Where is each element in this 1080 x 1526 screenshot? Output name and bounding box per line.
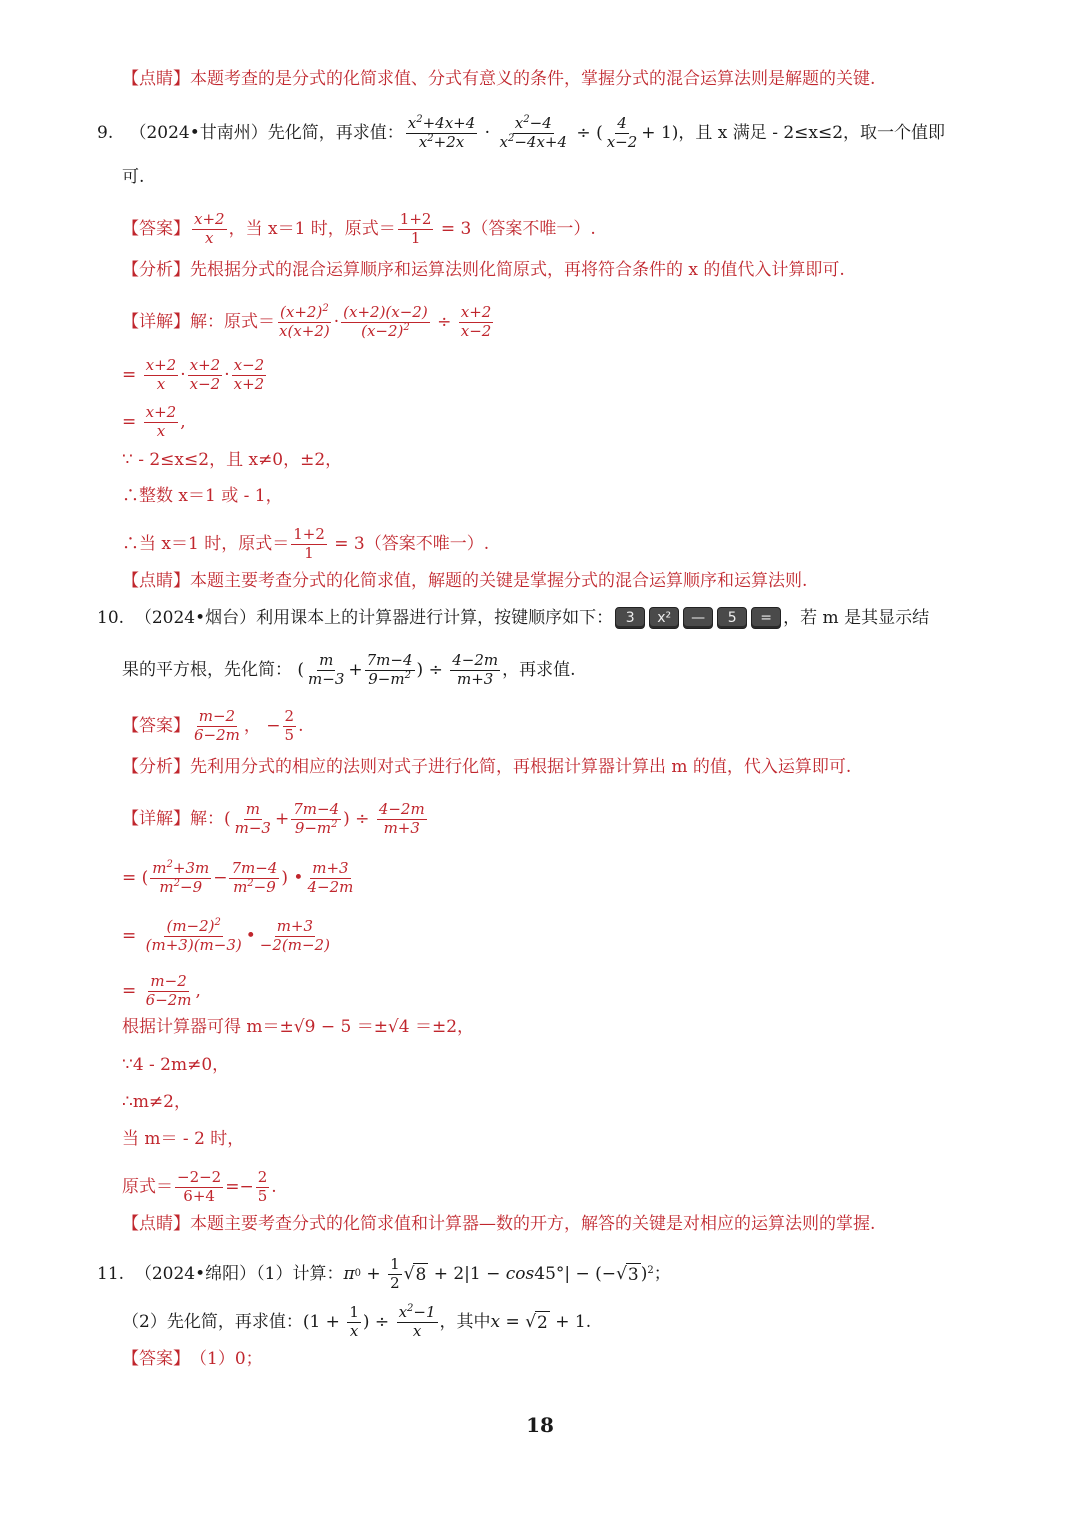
q10-detail-2: = ( $\frac{m^2+3m}{m^2-9}$ − $\frac{7m-4}{m^2-9}$ ) • $\frac{m+3}{4-2m}$ bbox=[122, 859, 354, 896]
q10-detail-8 bbox=[122, 1128, 244, 1150]
comment-tag: 【点睛】 bbox=[122, 1214, 190, 1234]
q10-answer: 【答案】 $\frac{m-2}{6-2m}$ ， − $\frac{2}{5}$ . bbox=[122, 707, 304, 744]
q9-statement: 9. （2024•甘南州）先化简，再求值： $\frac{x^2+4x+4}{x^2+2x}$ · $\frac{x^2-4}{x^2-4x+4}$ ÷ ( $\frac{4}{x-2}$ + 1) ，且 x 满足 - 2≤x≤2，取一个值即 bbox=[97, 114, 946, 151]
question-text: ，再求值. bbox=[502, 660, 576, 681]
q9-detail-1: 【详解】 解：原式＝ $\frac{(x+2)^2}{x(x+2)}$ · $\frac{(x+2)(x-2)}{(x-2)^2}$ ÷ $\frac{x+2}{x-2}$ bbox=[122, 303, 492, 340]
detail-text: ∵4 - 2m≠0， bbox=[122, 1055, 230, 1075]
formula: $\frac{1+2}{1}$ bbox=[399, 210, 432, 247]
formula: $\frac{4-2m}{m+3}$ bbox=[378, 800, 425, 837]
q10-detail-5 bbox=[122, 1016, 474, 1038]
answer-tag: 【答案】 bbox=[122, 219, 190, 240]
question-text: （2024•烟台）利用课本上的计算器进行计算，按键顺序如下： bbox=[134, 608, 614, 628]
formula: $\frac{-2-2}{6+4}$ bbox=[177, 1168, 222, 1205]
calculator-key-square: x² bbox=[649, 607, 679, 629]
q11-statement: 11. （2024•绵阳）（1）计算： π 0 + $\frac{1}{2}$ √ 8 + 2|1 − cos 45°| − (− √ 3 )$^2$； bbox=[97, 1255, 671, 1292]
page-number: 18 bbox=[526, 1413, 554, 1437]
detail-tag: 【详解】 bbox=[122, 312, 190, 333]
question-text: ，其中 bbox=[439, 1312, 491, 1333]
q9-statement-cont bbox=[122, 166, 144, 188]
formula: $\frac{2}{5}$ bbox=[284, 707, 295, 744]
question-text: ，若 m 是其显示结 bbox=[783, 608, 930, 628]
question-text: （2024•甘南州）先化简，再求值： bbox=[129, 123, 404, 144]
formula: $\frac{x+2}{x}$ bbox=[145, 356, 177, 393]
formula: $\frac{4}{x-2}$ bbox=[606, 114, 638, 151]
sqrt-symbol: √ 3 bbox=[616, 1263, 639, 1285]
formula: $\frac{7m-4}{m^2-9}$ bbox=[231, 859, 278, 896]
analysis-tag: 【分析】 bbox=[122, 757, 190, 777]
comment-tag: 【点睛】 bbox=[122, 571, 190, 591]
formula: $\frac{(x+2)^2}{x(x+2)}$ bbox=[279, 303, 330, 340]
comment-text: 本题主要考查分式的化简求值和计算器—数的开方，解答的关键是对相应的运算法则的掌握. bbox=[190, 1214, 876, 1234]
formula: $\frac{4-2m}{m+3}$ bbox=[452, 651, 499, 688]
question-condition: ，且 x 满足 - 2≤x≤2，取一个值即 bbox=[678, 123, 946, 144]
formula: $\frac{2}{5}$ bbox=[257, 1168, 268, 1205]
analysis-tag: 【分析】 bbox=[122, 260, 190, 280]
formula: $\frac{m+3}{-2(m-2)}$ bbox=[259, 917, 330, 954]
detail-text: ∴当 x＝1 时，原式＝ bbox=[122, 534, 290, 555]
formula: $\frac{m^2+3m}{m^2-9}$ bbox=[152, 859, 210, 896]
calculator-key-5: 5 bbox=[717, 607, 747, 629]
comment-text: 本题考查的是分式的化简求值、分式有意义的条件，掌握分式的混合运算法则是解题的关键. bbox=[190, 69, 876, 89]
question-text: 可. bbox=[122, 167, 145, 187]
top-comment bbox=[122, 68, 875, 90]
answer-text: ，当 x＝1 时，原式＝ bbox=[228, 219, 396, 240]
q9-detail-3: = $\frac{x+2}{x}$ , bbox=[122, 403, 186, 440]
formula: $\frac{x^2-4}{x^2-4x+4}$ bbox=[499, 114, 568, 151]
formula: $\frac{x+2}{x-2}$ bbox=[460, 303, 492, 340]
formula: $\frac{m}{m-3}$ bbox=[308, 651, 345, 688]
detail-tag: 【详解】 bbox=[122, 809, 190, 830]
formula: $\frac{7m-4}{9-m^2}$ bbox=[366, 651, 413, 688]
answer-text: （1）0； bbox=[190, 1349, 263, 1369]
q10-detail-6 bbox=[122, 1054, 229, 1076]
formula: $\frac{x^2+4x+4}{x^2+2x}$ bbox=[407, 114, 476, 151]
q9-comment bbox=[122, 570, 807, 592]
answer-tag: 【答案】 bbox=[122, 716, 190, 737]
formula: $\frac{m-2}{6-2m}$ bbox=[145, 972, 192, 1009]
q10-detail-7 bbox=[122, 1091, 191, 1113]
formula: $\frac{x+2}{x}$ bbox=[145, 403, 177, 440]
question-number: 9. bbox=[97, 123, 114, 144]
detail-text: ∴m≠2， bbox=[122, 1092, 191, 1112]
analysis-text: 先利用分式的相应的法则对式子进行化简，再根据计算器计算出 m 的值，代入运算即可. bbox=[190, 757, 852, 777]
comment-tag: 【点睛】 bbox=[122, 69, 190, 89]
q9-analysis bbox=[122, 259, 845, 281]
answer-tag: 【答案】 bbox=[122, 1349, 190, 1369]
formula: $\frac{(m-2)^2}{(m+3)(m-3)}$ bbox=[145, 917, 242, 954]
formula: $\frac{x+2}{x-2}$ bbox=[189, 356, 221, 393]
answer-text: ， bbox=[243, 716, 261, 737]
formula: $\frac{x^2-1}{x}$ bbox=[398, 1303, 436, 1340]
q9-answer: 【答案】 $\frac{x+2}{x}$ ，当 x＝1 时，原式＝ $\frac{1+2}{1}$ = 3 （答案不唯一）. bbox=[122, 210, 596, 247]
question-text: （2）先化简，再求值： bbox=[122, 1312, 303, 1333]
formula: $\frac{x+2}{x}$ bbox=[194, 210, 225, 247]
comment-text: 本题主要考查分式的化简求值，解题的关键是掌握分式的混合运算顺序和运算法则. bbox=[190, 571, 808, 591]
detail-text: 解：原式＝ bbox=[190, 312, 275, 333]
answer-text: （答案不唯一）. bbox=[471, 219, 596, 240]
analysis-text: 先根据分式的混合运算顺序和运算法则化简原式，再将符合条件的 x 的值代入计算即可. bbox=[190, 260, 845, 280]
detail-text: 原式＝ bbox=[122, 1177, 173, 1198]
detail-text: 根据计算器可得 m＝±√9 − 5 ＝±√4 ＝±2， bbox=[122, 1017, 475, 1037]
q9-detail-4 bbox=[122, 449, 342, 471]
question-number: 10. bbox=[97, 608, 125, 628]
detail-text: ∵ - 2≤x≤2，且 x≠0，±2， bbox=[122, 450, 343, 470]
formula: $\frac{x-2}{x+2}$ bbox=[233, 356, 265, 393]
detail-text: 解： bbox=[190, 809, 224, 830]
sqrt-symbol: √ 2 bbox=[525, 1311, 548, 1333]
formula: $\frac{m}{m-3}$ bbox=[234, 800, 271, 837]
formula: $\frac{7m-4}{9-m^2}$ bbox=[293, 800, 340, 837]
formula: $\frac{1}{2}$ bbox=[390, 1255, 400, 1292]
q10-detail-4: = $\frac{m-2}{6-2m}$ , bbox=[122, 972, 201, 1009]
formula: $\frac{m-2}{6-2m}$ bbox=[194, 707, 240, 744]
detail-text: （答案不唯一）. bbox=[364, 534, 490, 555]
q10-statement bbox=[97, 607, 929, 629]
sqrt-symbol: √ 8 bbox=[403, 1263, 427, 1285]
q10-detail-9: 原式＝ $\frac{-2-2}{6+4}$ =− $\frac{2}{5}$ . bbox=[122, 1168, 277, 1205]
q10-comment bbox=[122, 1213, 875, 1235]
calculator-key-minus: — bbox=[683, 607, 713, 629]
q9-detail-5 bbox=[122, 485, 283, 507]
q10-detail-3: = $\frac{(m-2)^2}{(m+3)(m-3)}$ • $\frac{m+3}{-2(m-2)}$ bbox=[122, 917, 330, 954]
question-text: 果的平方根，先化简： bbox=[122, 660, 292, 681]
q11-answer bbox=[122, 1348, 263, 1370]
question-text: （2024•绵阳）（1）计算： bbox=[134, 1264, 344, 1285]
q10-detail-1: 【详解】 解： ( $\frac{m}{m-3}$ + $\frac{7m-4}{9-m^2}$ ) ÷ $\frac{4-2m}{m+3}$ bbox=[122, 800, 425, 837]
q9-detail-6: ∴当 x＝1 时，原式＝ $\frac{1+2}{1}$ = 3 （答案不唯一）. bbox=[122, 525, 490, 562]
formula: $\frac{(x+2)(x-2)}{(x-2)^2}$ bbox=[343, 303, 428, 340]
formula: $\frac{m+3}{4-2m}$ bbox=[307, 859, 354, 896]
calculator-key-3: 3 bbox=[615, 607, 645, 629]
q9-detail-2: = $\frac{x+2}{x}$ · $\frac{x+2}{x-2}$ · $\frac{x-2}{x+2}$ bbox=[122, 356, 265, 393]
formula: $\frac{1+2}{1}$ bbox=[293, 525, 325, 562]
detail-text: ∴整数 x＝1 或 - 1， bbox=[122, 486, 283, 506]
question-number: 11. bbox=[97, 1264, 125, 1285]
q11-part2: （2）先化简，再求值： (1 + $\frac{1}{x}$ ) ÷ $\frac{x^2-1}{x}$ ，其中 x = √ 2 + 1. bbox=[122, 1303, 592, 1340]
formula: $\frac{1}{x}$ bbox=[349, 1303, 359, 1340]
detail-text: 当 m＝ - 2 时， bbox=[122, 1129, 245, 1149]
q10-analysis bbox=[122, 756, 851, 778]
q10-statement-cont: 果的平方根，先化简： ( $\frac{m}{m-3}$ + $\frac{7m-4}{9-m^2}$ ) ÷ $\frac{4-2m}{m+3}$ ，再求值. bbox=[122, 651, 576, 688]
calculator-key-equals: = bbox=[751, 607, 781, 629]
